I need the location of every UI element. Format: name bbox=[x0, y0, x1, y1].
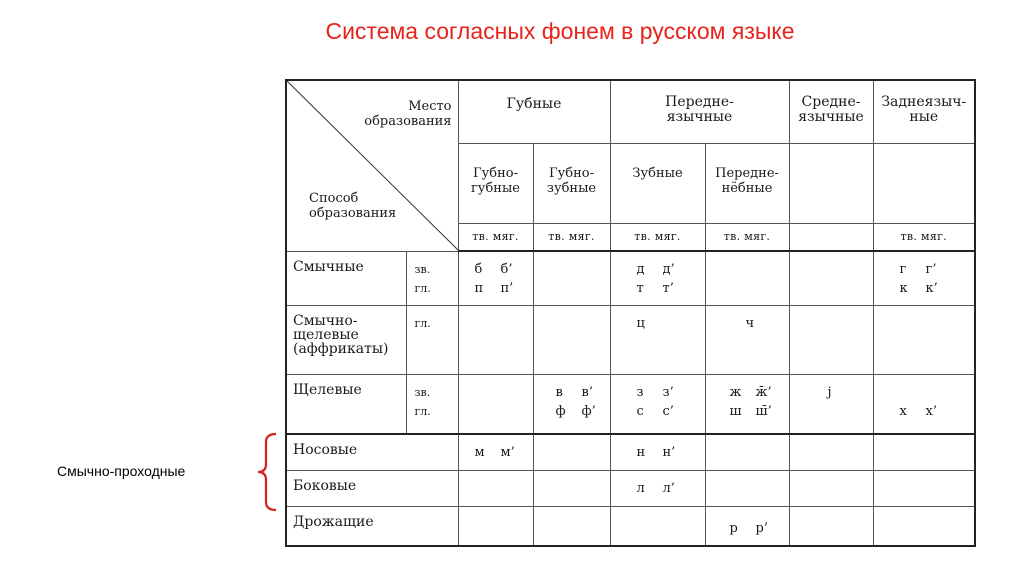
header-front: Передне- язычные bbox=[610, 80, 789, 143]
header-back: Заднеязыч- ные bbox=[873, 80, 975, 143]
tv-mag-palatal: тв. мяг. bbox=[705, 223, 789, 251]
corner-header bbox=[286, 80, 458, 251]
cell-affricates-labiodental bbox=[533, 305, 610, 374]
cell-nasals-palatal bbox=[705, 434, 789, 470]
cell-trills-palatal: р р’ bbox=[705, 506, 789, 546]
cell-stops-middle bbox=[789, 251, 873, 305]
tv-mag-labiodental: тв. мяг. bbox=[533, 223, 610, 251]
manner-laterals: Боковые bbox=[286, 470, 458, 506]
cell-affricates-bilabial bbox=[458, 305, 533, 374]
cell-fricatives-middle: j bbox=[789, 374, 873, 434]
cell-fricatives-labiodental: в в’ ф ф’ bbox=[533, 374, 610, 434]
header-palatal: Передне- нёбные bbox=[705, 143, 789, 223]
manner-label: Способ образования bbox=[309, 191, 397, 221]
cell-laterals-palatal bbox=[705, 470, 789, 506]
tv-mag-middle-empty bbox=[789, 223, 873, 251]
cell-stops-bilabial: б б’ п п’ bbox=[458, 251, 533, 305]
manner-affricates: Смычно- щелевые (аффрикаты) bbox=[286, 305, 406, 374]
page-title: Система согласных фонем в русском языке bbox=[325, 18, 795, 44]
header-middle: Средне- язычные bbox=[789, 80, 873, 143]
cell-laterals-middle bbox=[789, 470, 873, 506]
place-label: Место образования bbox=[364, 99, 452, 129]
header-labial: Губные bbox=[458, 80, 610, 143]
header-row-1 bbox=[286, 80, 975, 143]
cell-trills-dental bbox=[610, 506, 705, 546]
tv-mag-dental: тв. мяг. bbox=[610, 223, 705, 251]
table-row bbox=[286, 434, 975, 470]
voice-affricates: гл. bbox=[406, 305, 458, 374]
sonorant-group-label: Смычно-проходные bbox=[57, 463, 186, 479]
tv-mag-back: тв. мяг. bbox=[873, 223, 975, 251]
manner-stops: Смычные bbox=[286, 251, 406, 305]
header-bilabial: Губно- губные bbox=[458, 143, 533, 223]
cell-affricates-palatal: ч bbox=[705, 305, 789, 374]
table-row bbox=[286, 506, 975, 546]
cell-stops-labiodental bbox=[533, 251, 610, 305]
tv-mag-bilabial: тв. мяг. bbox=[458, 223, 533, 251]
cell-laterals-back bbox=[873, 470, 975, 506]
cell-fricatives-bilabial bbox=[458, 374, 533, 434]
cell-affricates-back bbox=[873, 305, 975, 374]
manner-fricatives: Щелевые bbox=[286, 374, 406, 434]
cell-laterals-bilabial bbox=[458, 470, 533, 506]
header-labiodental: Губно- зубные bbox=[533, 143, 610, 223]
table-row bbox=[286, 305, 975, 374]
cell-trills-bilabial bbox=[458, 506, 533, 546]
cell-trills-labiodental bbox=[533, 506, 610, 546]
cell-nasals-labiodental bbox=[533, 434, 610, 470]
cell-fricatives-dental: з з’ с с’ bbox=[610, 374, 705, 434]
voice-stops: зв. гл. bbox=[406, 251, 458, 305]
cell-stops-back: г г’ к к’ bbox=[873, 251, 975, 305]
voice-fricatives: зв. гл. bbox=[406, 374, 458, 434]
cell-affricates-dental: ц bbox=[610, 305, 705, 374]
cell-affricates-middle bbox=[789, 305, 873, 374]
cell-fricatives-back: х х’ bbox=[873, 374, 975, 434]
curly-bracket-icon bbox=[250, 432, 280, 512]
cell-nasals-bilabial: м м’ bbox=[458, 434, 533, 470]
header-middle-empty bbox=[789, 143, 873, 223]
table-row bbox=[286, 251, 975, 305]
cell-fricatives-palatal: ж ж̄’ ш ш̄’ bbox=[705, 374, 789, 434]
manner-trills: Дрожащие bbox=[286, 506, 458, 546]
cell-trills-middle bbox=[789, 506, 873, 546]
cell-laterals-labiodental bbox=[533, 470, 610, 506]
manner-nasals: Носовые bbox=[286, 434, 458, 470]
cell-nasals-middle bbox=[789, 434, 873, 470]
header-back-empty bbox=[873, 143, 975, 223]
table-row bbox=[286, 470, 975, 506]
cell-trills-back bbox=[873, 506, 975, 546]
cell-laterals-dental: л л’ bbox=[610, 470, 705, 506]
cell-nasals-dental: н н’ bbox=[610, 434, 705, 470]
cell-stops-palatal bbox=[705, 251, 789, 305]
header-dental: Зубные bbox=[610, 143, 705, 223]
consonant-table bbox=[285, 79, 976, 547]
cell-nasals-back bbox=[873, 434, 975, 470]
table-row bbox=[286, 374, 975, 434]
cell-stops-dental: д д’ т т’ bbox=[610, 251, 705, 305]
